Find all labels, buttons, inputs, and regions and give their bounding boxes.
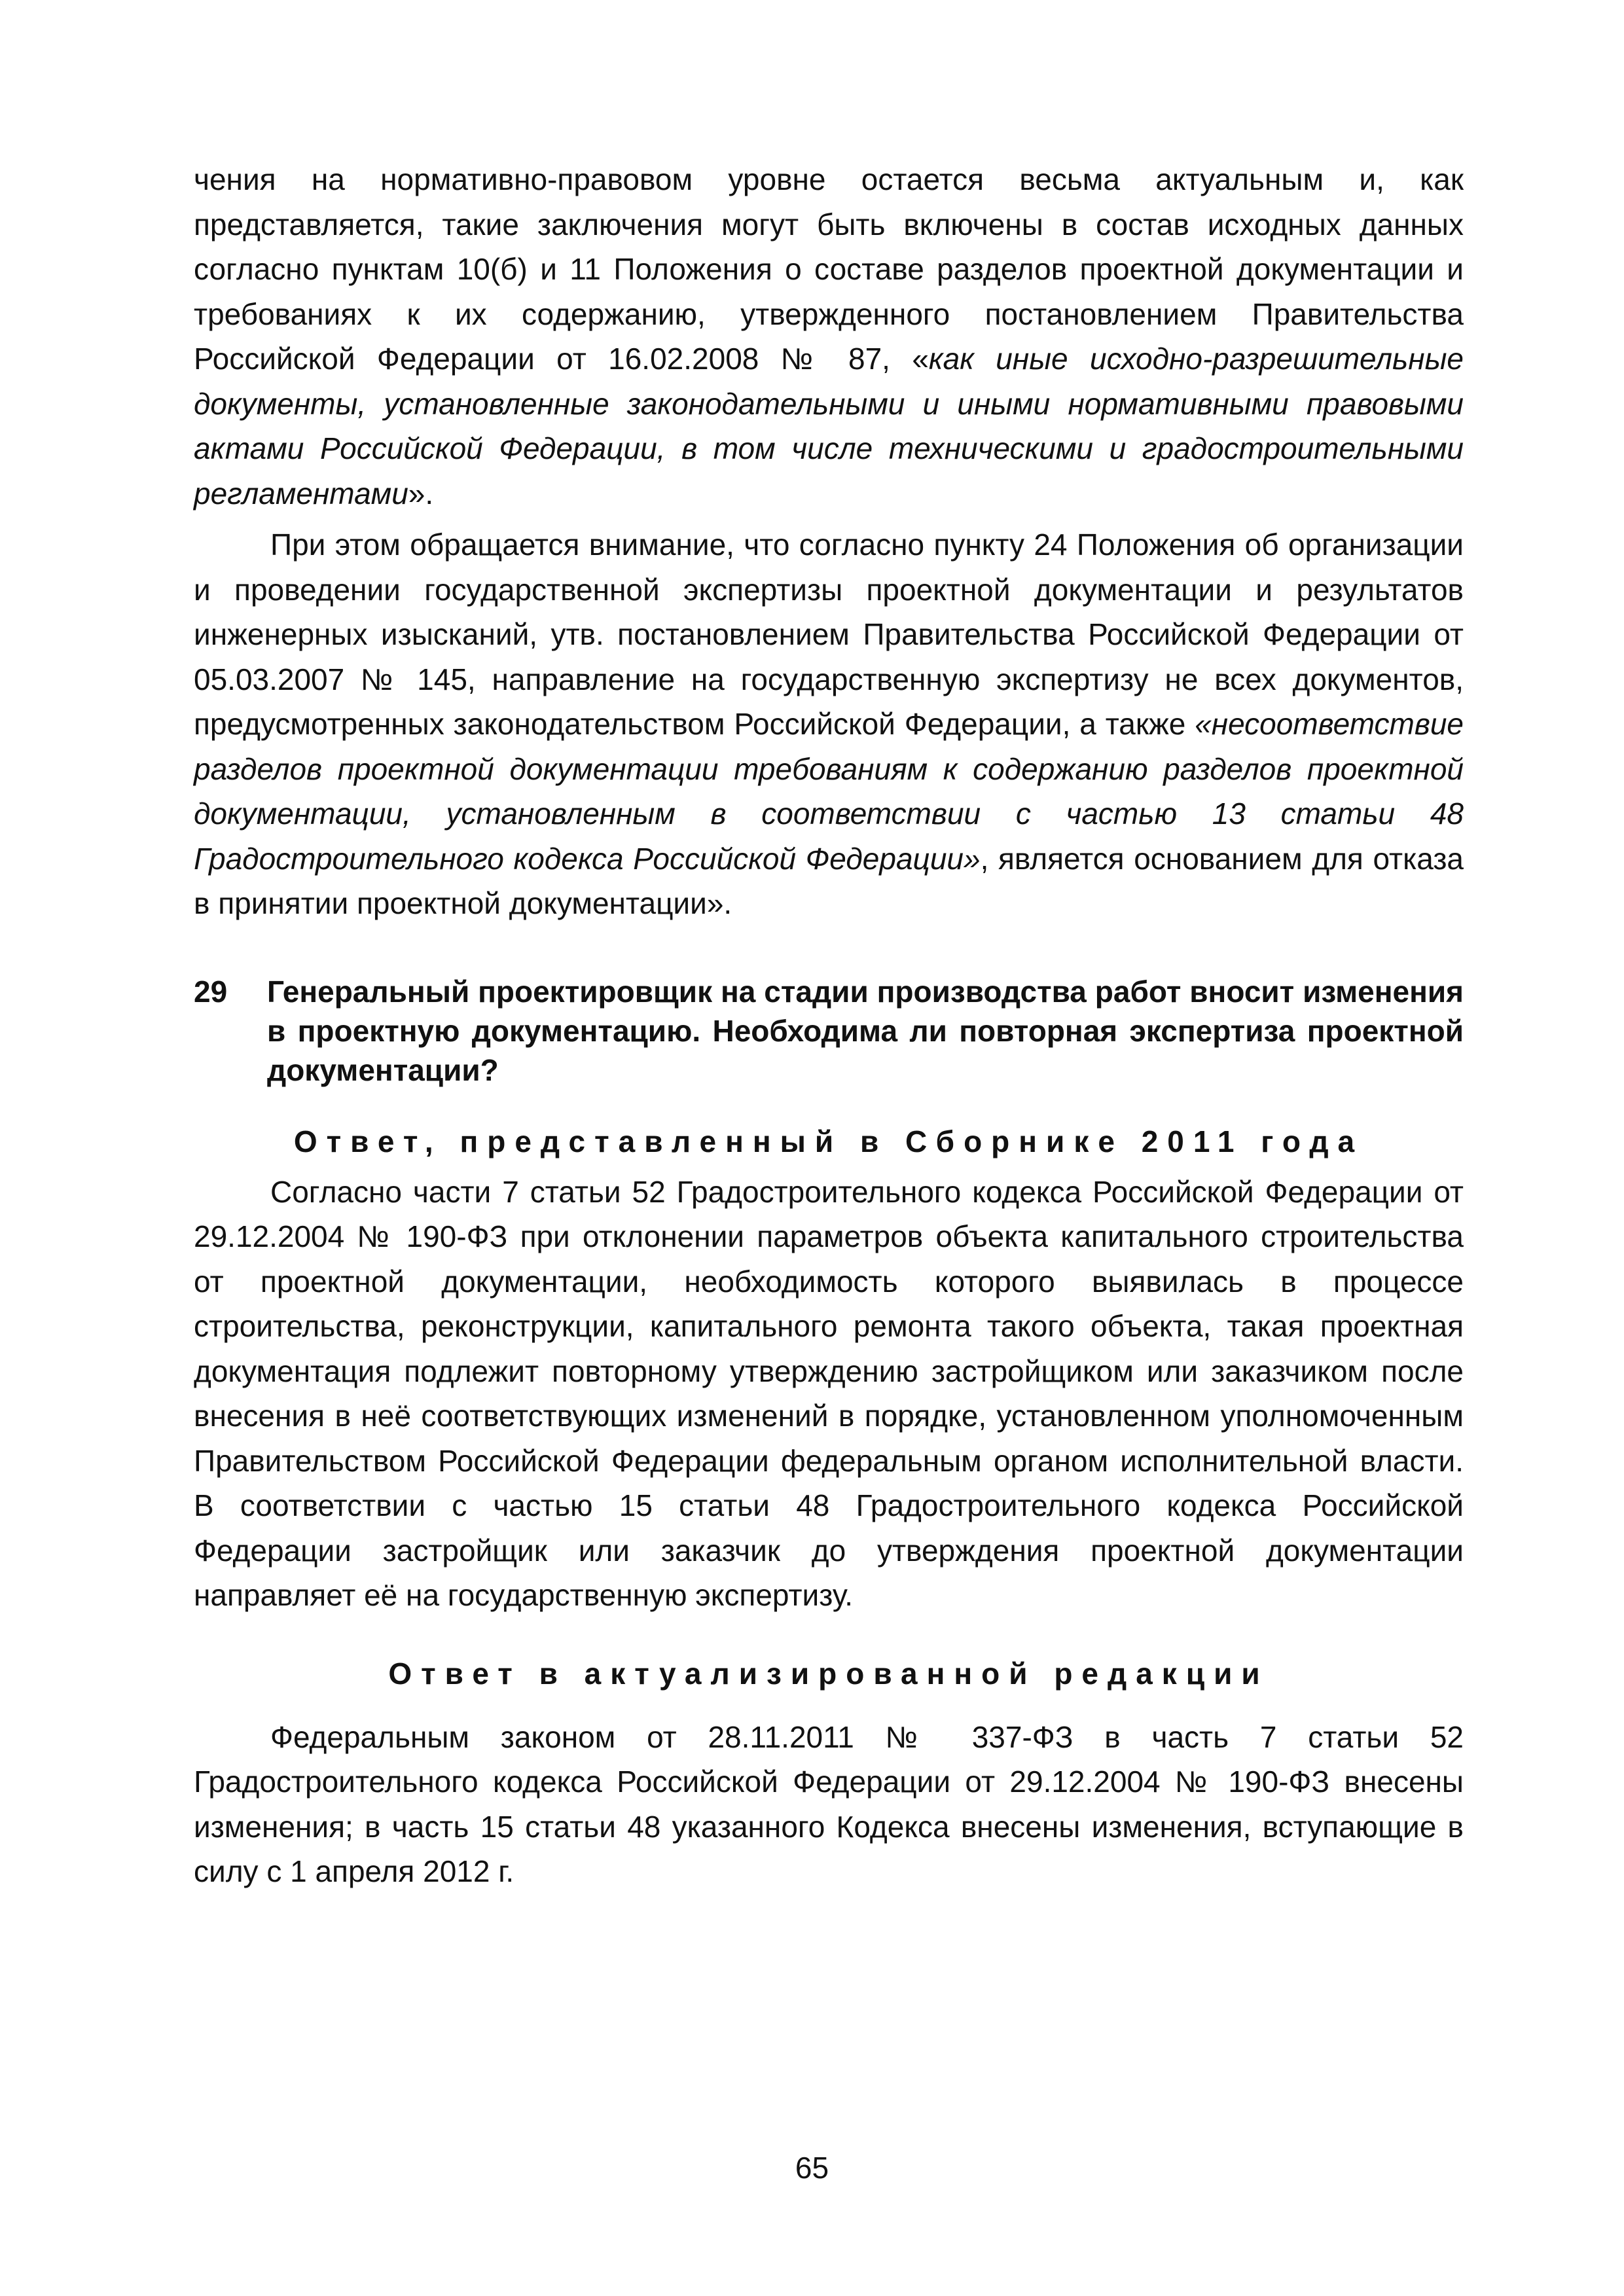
answer-2011-text: Согласно части 7 статьи 52 Градостроительного кодекса Российской Федерации от 29.12.2004 № 190-ФЗ при отклонении параметров объекта капитального строительства от проектной документации, необходимость которого выявилась в процессе строительства, реконструкции, капитального ремонта такого объекта, такая проектная документация подлежит повторному утверждению застройщиком или заказчиком после внесения в неё соответствующих изменений в порядке, установленном уполномоченным Правительством Российской Федерации федеральным органом исполнительной власти. В соответствии с частью 15 статьи 48 Градостроительного кодекса Российской Федерации застройщик или заказчик до утверждения проектной документации направляет её на государственную экспертизу. [194, 1174, 1464, 1612]
answer-updated-text: Федеральным законом от 28.11.2011 № 337-ФЗ в часть 7 статьи 52 Градостроительного кодекса Российской Федерации от 29.12.2004 № 190-ФЗ внесены изменения; в часть 15 статьи 48 указанного Кодекса внесены изменения, вступающие в силу с 1 апреля 2012 г. [194, 1719, 1464, 1888]
paragraph-text: При этом обращается внимание, что согласно пункту 24 Положения об организации и проведении государственной экспертизы проектной документации и результатов инженерных изысканий, утв. постановлением Правительства Российской Федерации от 05.03.2007 № 145, направление на государственную экспертизу не всех документов, предусмотренных законодательством Российской Федерации, а также [194, 528, 1464, 741]
answer-2011-heading: Ответ, представленный в Сборнике 2011 года [293, 1124, 1364, 1158]
paragraph-text-end: , является основанием для отказа в принятии проектной документации». [194, 841, 1464, 920]
italic-quote: как иные исходно-разрешительные документы, установленные законодательными и иными нормативными правовыми актами Российской Федерации, в том числе техническими и градостроительными регламентами [194, 342, 1464, 511]
question-text: Генеральный проектировщик на стадии производства работ вносит изменения в проектную документацию. Необходима ли повторная экспертиза проектной документации? [267, 974, 1464, 1087]
answer-updated-heading: Ответ в актуализированной редакции [388, 1656, 1269, 1691]
question-block [194, 972, 1464, 1090]
page-content [194, 157, 1464, 1894]
page-number: 65 [795, 2151, 829, 2185]
question-number: 29 [194, 974, 228, 1009]
paragraph-expertise-note [194, 522, 1464, 926]
italic-quote: «несоответствие разделов проектной документации требованиям к содержанию разделов проектной документации, установленным в соответствии с частью 13 статьи 48 Градостроительного кодекса Российской Федерации» [194, 707, 1464, 876]
paragraph-text-end: ». [408, 476, 434, 511]
paragraph-text: чения на нормативно-правовом уровне остается весьма актуальным и, как представляется, такие заключения могут быть включены в состав исходных данных согласно пунктам 10(б) и 11 Положения о составе разделов проектной документации и требованиях к их содержанию, утвержденного постановлением Правительства Российской Федерации от 16.02.2008 № 87, « [194, 162, 1464, 376]
paragraph-continuation [194, 157, 1464, 516]
